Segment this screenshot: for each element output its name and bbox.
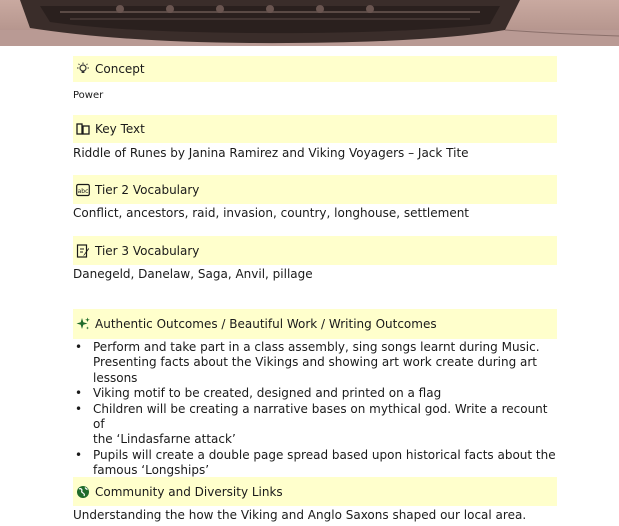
books-icon (75, 122, 90, 137)
list-item: • Pupils will create a double page spread based upon historical facts about the famous ‘Longships’ (73, 448, 559, 479)
tier2-text: Conflict, ancestors, raid, invasion, country, longhouse, settlement (73, 206, 470, 220)
outcomes-heading-label: Authentic Outcomes / Beautiful Work / Writing Outcomes (95, 317, 437, 331)
key-text-text: Riddle of Runes by Janina Ramirez and Viking Voyagers – Jack Tite (73, 146, 469, 160)
globe-icon (75, 484, 90, 499)
list-item: • Perform and take part in a class assembly, sing songs learnt during Music. Presenting facts about the Vikings and showing art work create during art lessons (73, 340, 559, 386)
document-edit-icon (75, 243, 90, 258)
community-text: Understanding the how the Viking and Anglo Saxons shaped our local area. (73, 508, 527, 522)
sparkles-icon (75, 317, 90, 332)
svg-text:abc: abc (77, 187, 88, 195)
community-heading-label: Community and Diversity Links (95, 484, 283, 499)
concept-heading-label: Concept (95, 62, 145, 76)
tier2-heading (73, 175, 557, 204)
tier2-heading-label: Tier 2 Vocabulary (95, 182, 200, 197)
tier3-heading (73, 236, 557, 265)
abc-icon (75, 182, 90, 197)
community-heading (73, 477, 557, 506)
concept-text: Power (73, 90, 104, 101)
list-item: • Viking motif to be created, designed and printed on a flag (73, 386, 559, 401)
outcomes-heading (73, 309, 557, 339)
tier3-text: Danegeld, Danelaw, Saga, Anvil, pillage (73, 267, 313, 281)
key-text-heading-label: Key Text (95, 122, 145, 136)
outcomes-list (73, 340, 559, 479)
key-text-heading (73, 115, 557, 143)
tier3-heading-label: Tier 3 Vocabulary (95, 243, 200, 258)
lightbulb-icon (75, 62, 90, 77)
concept-heading (73, 56, 557, 82)
list-item: • Children will be creating a narrative bases on mythical god. Write a recount of the ‘Lindasfarne attack’ (73, 402, 559, 448)
viking-longship-banner-image (0, 0, 619, 46)
